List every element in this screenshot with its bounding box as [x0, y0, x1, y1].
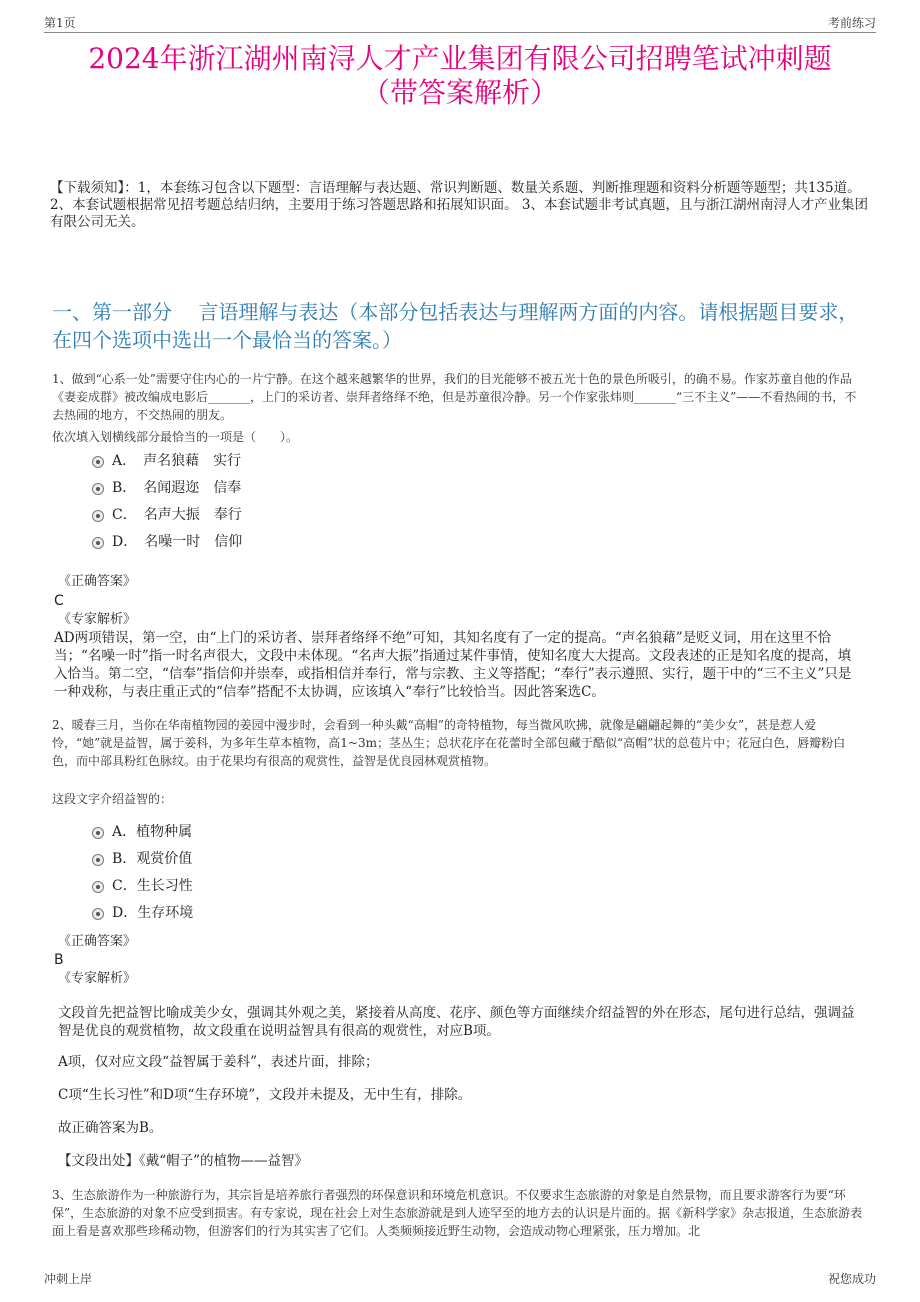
q1-answer: C [54, 593, 64, 609]
q2-analysis-p3: C项“生长习性”和D项“生存环境”，文段并未提及，无中生有，排除。 [58, 1087, 472, 1103]
q1-option-a[interactable]: A． 声名狼藉 实行 [92, 452, 241, 470]
question-2-stem: 2、暖春三月，当你在华南植物园的姜园中漫步时，会看到一种头戴“高帽”的奇特植物，每当微风吹拂，就像是翩翩起舞的“美少女”，甚是惹人爱怜，“她”就是益智，属于姜科，为多年生草本植物，高1~3m；茎丛生；总状花序在花蕾时全部包藏于酷似“高帽”状的总苞片中；花冠白色，唇瓣粉白色，而中部具粉红色脉纹。由于花果均有很高的观赏性，益智是优良园林观赏植物。 [52, 718, 846, 768]
section-heading: 一、第一部分 言语理解与表达（本部分包括表达与理解两方面的内容。请根据题目要求，在四个选项中选出一个最恰当的答案。） [52, 300, 859, 352]
title-line-1: 2024年浙江湖州南浔人才产业集团有限公司招聘笔试冲刺题 [88, 42, 832, 75]
q2-analysis-p4: 故正确答案为B。 [58, 1120, 163, 1136]
radio-icon [92, 881, 104, 893]
q2-option-d[interactable]: D．生存环境 [92, 904, 193, 922]
q2-source: 【文段出处】《戴“帽子”的植物——益智》 [58, 1153, 309, 1169]
page-header [44, 10, 876, 33]
q1-option-d[interactable]: D． 名噪一时 信仰 [92, 533, 242, 551]
header-label: 考前练习 [827, 16, 876, 30]
q2-analysis-label: 《专家解析》 [58, 971, 137, 986]
q2-answer: B [54, 952, 64, 968]
q1-analysis: AD两项错误，第一空，由“上门的采访者、崇拜者络绎不绝”可知，其知名度有了一定的提高。“声名狼藉”是贬义词，用在这里不恰当；“名噪一时”指一时名声很大，文段中未体现。“名声大振”指通过某件事情，使知名度大大提高。文段表述的正是知名度的提高，填入恰当。第二空，“信奉”指信仰并崇奉，或指相信并奉行，常与宗教、主义等搭配；“奉行”表示遵照、实行，题干中的“三不主义”只是一种戏称，与表庄重正式的“信奉”搭配不太协调，应该填入“奉行”比较恰当。因此答案选C。 [54, 630, 852, 700]
radio-icon [92, 537, 104, 549]
download-notice: 【下载须知】：1，本套练习包含以下题型：言语理解与表达题、常识判断题、数量关系题、判断推理题和资料分析题等题型；共135道。 2、本套试题根据常见招考题总结归纳，主要用于练习答题思路和拓展知识面。 3、本套试题非考试真题，且与浙江湖州南浔人才产业集团有限公司无关。 [50, 180, 868, 230]
q2-analysis-p1: 文段首先把益智比喻成美少女，强调其外观之美，紧接着从高度、花序、颜色等方面继续介绍益智的外在形态，尾句进行总结，强调益智是优良的观赏植物，故文段重在说明益智具有很高的观赏性，对应B项。 [58, 1005, 855, 1039]
q2-analysis-p2: A项，仅对应文段“益智属于姜科”，表述片面，排除； [58, 1054, 379, 1070]
q1-option-c[interactable]: C． 名声大振 奉行 [92, 506, 242, 524]
q2-option-b[interactable]: B．观赏价值 [92, 850, 192, 868]
q1-answer-label: 《正确答案》 [58, 574, 137, 589]
question-1-stem: 1、做到“心系一处”需要守住内心的一片宁静。在这个越来越繁华的世界，我们的目光能够不被五光十色的景色所吸引，的确不易。作家苏童自他的作品《妻妾成群》被改编成电影后_______，上门的采访者、崇拜者络绎不绝，但是苏童很冷静。另一个作家张炜则_______“三不主义”——不看热闹的书，不去热闹的地方，不交热闹的朋友。 [52, 372, 857, 422]
q2-option-a[interactable]: A．植物种属 [92, 823, 192, 841]
radio-icon [92, 827, 104, 839]
q1-analysis-label: 《专家解析》 [58, 612, 137, 627]
radio-icon [92, 854, 104, 866]
question-2-ask: 这段文字介绍益智的： [52, 792, 173, 806]
q1-option-b[interactable]: B． 名闻遐迩 信奉 [92, 479, 241, 497]
title-line-2: （带答案解析） [361, 76, 558, 109]
page-title [40, 42, 880, 110]
footer-right: 祝您成功 [827, 1272, 876, 1286]
q2-option-c[interactable]: C．生长习性 [92, 877, 193, 895]
radio-icon [92, 510, 104, 522]
radio-icon [92, 456, 104, 468]
question-1-ask: 依次填入划横线部分最恰当的一项是（ ）。 [52, 430, 299, 444]
question-3-stem: 3、生态旅游作为一种旅游行为，其宗旨是培养旅行者强烈的环保意识和环境危机意识。不仅要求生态旅游的对象是自然景物，而且要求游客行为要“环保”，生态旅游的对象不应受到损害。有专家说，现在社会上对生态旅游就是到人迹罕至的地方去的认识是片面的。据《新科学家》杂志报道，生态旅游表面上看是喜欢那些珍稀动物，但游客们的行为其实害了它们。人类频频接近野生动物，会造成动物心理紧张，压力增加。北 [52, 1188, 863, 1238]
radio-icon [92, 908, 104, 920]
radio-icon [92, 483, 104, 495]
page-number: 第1页 [44, 16, 76, 30]
footer-left: 冲刺上岸 [44, 1272, 93, 1286]
q2-answer-label: 《正确答案》 [58, 934, 137, 949]
